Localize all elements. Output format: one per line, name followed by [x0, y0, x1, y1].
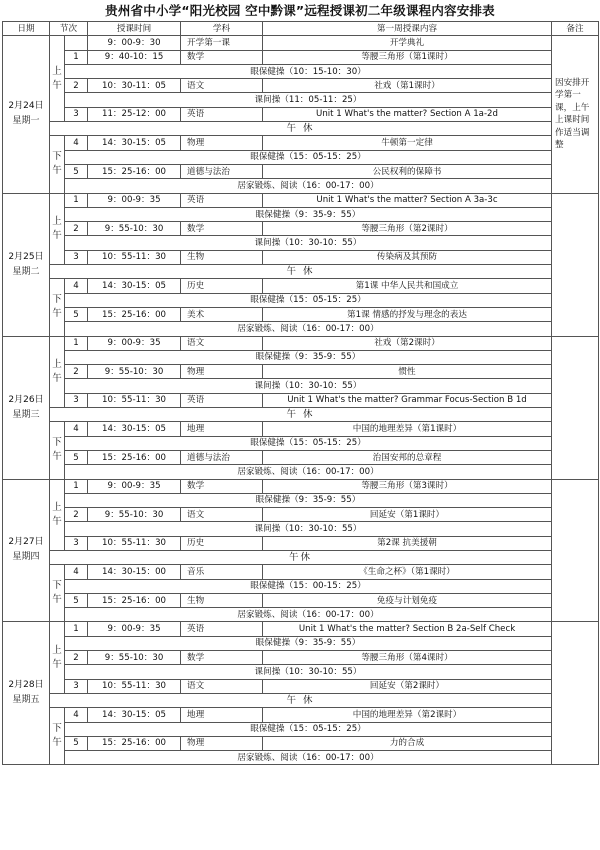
class-row — [3, 336, 599, 350]
break-row — [3, 751, 599, 765]
content-cell: 公民权利的保障书 — [263, 164, 552, 178]
period-cell: 5 — [65, 307, 88, 321]
class-row — [3, 222, 599, 236]
subject-cell: 美术 — [181, 307, 263, 321]
day-label: 2月24日星期一 — [3, 36, 50, 193]
break-cell: 眼保健操（9：35-9：55） — [65, 207, 552, 221]
day-label: 2月26日星期三 — [3, 336, 50, 479]
time-cell: 10：55-11：30 — [88, 679, 181, 693]
period-cell — [65, 36, 88, 50]
time-cell: 9：55-10：30 — [88, 651, 181, 665]
class-row — [3, 307, 599, 321]
break-row — [3, 150, 599, 164]
afternoon-label: 下午 — [50, 565, 65, 622]
class-row — [3, 136, 599, 150]
subject-cell: 数学 — [181, 651, 263, 665]
break-row — [3, 636, 599, 650]
time-cell: 11：25-12：00 — [88, 107, 181, 121]
content-cell: 等腰三角形（第3课时） — [263, 479, 552, 493]
period-cell: 4 — [65, 279, 88, 293]
period-cell: 2 — [65, 365, 88, 379]
class-row — [3, 593, 599, 607]
break-cell: 眼保健操（15：05-15：25） — [65, 150, 552, 164]
time-cell: 10：30-11：05 — [88, 79, 181, 93]
content-cell: 回延安（第2课时） — [263, 679, 552, 693]
content-cell: Unit 1 What's the matter? Section B 2a-Self Check — [263, 622, 552, 636]
subject-cell: 物理 — [181, 736, 263, 750]
break-row — [3, 350, 599, 364]
class-row — [3, 565, 599, 579]
break-row — [3, 293, 599, 307]
break-cell: 课间操（10：30-10：55） — [65, 522, 552, 536]
header-subject: 学科 — [181, 22, 263, 36]
class-row — [3, 708, 599, 722]
subject-cell: 英语 — [181, 393, 263, 407]
content-cell: 治国安邦的总章程 — [263, 450, 552, 464]
morning-label: 上午 — [50, 336, 65, 407]
class-row — [3, 36, 599, 50]
header-time: 授课时间 — [88, 22, 181, 36]
time-cell: 9：40-10：15 — [88, 50, 181, 64]
break-row — [3, 179, 599, 193]
break-row — [3, 579, 599, 593]
afternoon-label: 下午 — [50, 422, 65, 479]
class-row — [3, 50, 599, 64]
content-cell: 力的合成 — [263, 736, 552, 750]
subject-cell: 语文 — [181, 336, 263, 350]
period-cell: 3 — [65, 393, 88, 407]
schedule-table — [2, 21, 599, 765]
subject-cell: 音乐 — [181, 565, 263, 579]
period-cell: 2 — [65, 79, 88, 93]
class-row — [3, 107, 599, 121]
break-cell: 眼保健操（9：35-9：55） — [65, 636, 552, 650]
subject-cell: 数学 — [181, 479, 263, 493]
break-cell: 居家锻炼、阅读（16：00-17：00） — [65, 751, 552, 765]
noon-row — [3, 408, 599, 422]
class-row — [3, 736, 599, 750]
time-cell: 9：55-10：30 — [88, 365, 181, 379]
content-cell: 第2课 抗美援朝 — [263, 536, 552, 550]
subject-cell: 数学 — [181, 50, 263, 64]
break-row — [3, 465, 599, 479]
break-cell: 课间操（11：05-11：25） — [65, 93, 552, 107]
time-cell: 10：55-11：30 — [88, 536, 181, 550]
break-row — [3, 608, 599, 622]
time-cell: 15：25-16：00 — [88, 450, 181, 464]
period-cell: 1 — [65, 479, 88, 493]
time-cell: 14：30-15：00 — [88, 565, 181, 579]
content-cell: 中国的地理差异（第1课时） — [263, 422, 552, 436]
time-cell: 9：00-9：30 — [88, 36, 181, 50]
class-row — [3, 622, 599, 636]
class-row — [3, 450, 599, 464]
class-row — [3, 365, 599, 379]
break-row — [3, 236, 599, 250]
subject-cell: 地理 — [181, 708, 263, 722]
period-cell: 3 — [65, 679, 88, 693]
period-cell: 1 — [65, 622, 88, 636]
note-cell — [552, 622, 599, 765]
subject-cell: 物理 — [181, 365, 263, 379]
period-cell: 1 — [65, 50, 88, 64]
note-cell — [552, 336, 599, 479]
subject-cell: 生物 — [181, 250, 263, 264]
time-cell: 9：00-9：35 — [88, 479, 181, 493]
content-cell: 免疫与计划免疫 — [263, 593, 552, 607]
period-cell: 1 — [65, 336, 88, 350]
header-content: 第一周授课内容 — [263, 22, 552, 36]
schedule-body — [3, 22, 599, 765]
class-row — [3, 79, 599, 93]
content-cell: 传染病及其预防 — [263, 250, 552, 264]
content-cell: 等腰三角形（第4课时） — [263, 651, 552, 665]
time-cell: 14：30-15：05 — [88, 279, 181, 293]
note-cell: 因安排开学第一课，上午上课时间作适当调整 — [552, 36, 599, 193]
content-cell: 惯性 — [263, 365, 552, 379]
break-cell: 居家锻炼、阅读（16：00-17：00） — [65, 465, 552, 479]
subject-cell: 英语 — [181, 107, 263, 121]
break-row — [3, 93, 599, 107]
subject-cell: 历史 — [181, 536, 263, 550]
subject-cell: 地理 — [181, 422, 263, 436]
content-cell: 第1课 情感的抒发与理念的表达 — [263, 307, 552, 321]
time-cell: 15：25-16：00 — [88, 736, 181, 750]
noon-break: 午 休 — [50, 265, 552, 279]
content-cell: 等腰三角形（第1课时） — [263, 50, 552, 64]
class-row — [3, 536, 599, 550]
period-cell: 3 — [65, 536, 88, 550]
time-cell: 9：00-9：35 — [88, 336, 181, 350]
period-cell: 4 — [65, 565, 88, 579]
content-cell: Unit 1 What's the matter? Section A 3a-3c — [263, 193, 552, 207]
subject-cell: 英语 — [181, 622, 263, 636]
break-row — [3, 493, 599, 507]
day-label: 2月25日星期二 — [3, 193, 50, 336]
subject-cell: 语文 — [181, 508, 263, 522]
subject-cell: 语文 — [181, 79, 263, 93]
class-row — [3, 393, 599, 407]
class-row — [3, 250, 599, 264]
break-cell: 眼保健操（10：15-10：30） — [65, 64, 552, 78]
subject-cell: 数学 — [181, 222, 263, 236]
break-cell: 居家锻炼、阅读（16：00-17：00） — [65, 179, 552, 193]
morning-label: 上午 — [50, 622, 65, 693]
class-row — [3, 279, 599, 293]
content-cell: 等腰三角形（第2课时） — [263, 222, 552, 236]
break-cell: 课间操（10：30-10：55） — [65, 236, 552, 250]
time-cell: 14：30-15：05 — [88, 136, 181, 150]
class-row — [3, 193, 599, 207]
class-row — [3, 651, 599, 665]
time-cell: 14：30-15：05 — [88, 422, 181, 436]
time-cell: 15：25-16：00 — [88, 593, 181, 607]
subject-cell: 开学第一课 — [181, 36, 263, 50]
subject-cell: 生物 — [181, 593, 263, 607]
break-row — [3, 207, 599, 221]
break-cell: 眼保健操（9：35-9：55） — [65, 350, 552, 364]
period-cell: 5 — [65, 593, 88, 607]
break-cell: 眼保健操（15：05-15：25） — [65, 293, 552, 307]
noon-row — [3, 265, 599, 279]
period-cell: 2 — [65, 651, 88, 665]
period-cell: 3 — [65, 250, 88, 264]
content-cell: 社戏（第2课时） — [263, 336, 552, 350]
header-period: 节次 — [50, 22, 88, 36]
break-cell: 眼保健操（9：35-9：55） — [65, 493, 552, 507]
break-row — [3, 436, 599, 450]
content-cell: Unit 1 What's the matter? Section A 1a-2d — [263, 107, 552, 121]
class-row — [3, 508, 599, 522]
period-cell: 5 — [65, 450, 88, 464]
class-row — [3, 679, 599, 693]
break-cell: 眼保健操（15：00-15：25） — [65, 579, 552, 593]
time-cell: 14：30-15：05 — [88, 708, 181, 722]
day-label: 2月28日星期五 — [3, 622, 50, 765]
time-cell: 15：25-16：00 — [88, 307, 181, 321]
page-title: 贵州省中小学“阳光校园 空中黔课”远程授课初二年级课程内容安排表 — [105, 3, 495, 18]
break-cell: 课间操（10：30-10：55） — [65, 665, 552, 679]
period-cell: 3 — [65, 107, 88, 121]
class-row — [3, 479, 599, 493]
noon-break: 午 休 — [50, 408, 552, 422]
noon-break: 午 休 — [50, 122, 552, 136]
note-cell — [552, 193, 599, 336]
subject-cell: 道德与法治 — [181, 164, 263, 178]
content-cell: 第1课 中华人民共和国成立 — [263, 279, 552, 293]
subject-cell: 语文 — [181, 679, 263, 693]
header-row — [3, 22, 599, 36]
content-cell: 中国的地理差异（第2课时） — [263, 708, 552, 722]
time-cell: 9：55-10：30 — [88, 508, 181, 522]
break-cell: 眼保健操（15：05-15：25） — [65, 436, 552, 450]
time-cell: 15：25-16：00 — [88, 164, 181, 178]
period-cell: 1 — [65, 193, 88, 207]
break-cell: 眼保健操（15：05-15：25） — [65, 722, 552, 736]
time-cell: 10：55-11：30 — [88, 250, 181, 264]
class-row — [3, 164, 599, 178]
break-row — [3, 522, 599, 536]
period-cell: 5 — [65, 164, 88, 178]
period-cell: 5 — [65, 736, 88, 750]
content-cell: 牛顿第一定律 — [263, 136, 552, 150]
content-cell: 《生命之杯》（第1课时） — [263, 565, 552, 579]
time-cell: 9：00-9：35 — [88, 622, 181, 636]
afternoon-label: 下午 — [50, 136, 65, 193]
noon-row — [3, 122, 599, 136]
noon-row — [3, 550, 599, 564]
content-cell: 回延安（第1课时） — [263, 508, 552, 522]
break-row — [3, 379, 599, 393]
period-cell: 4 — [65, 422, 88, 436]
content-cell: 开学典礼 — [263, 36, 552, 50]
note-cell — [552, 479, 599, 622]
period-cell: 4 — [65, 136, 88, 150]
time-cell: 9：00-9：35 — [88, 193, 181, 207]
period-cell: 2 — [65, 222, 88, 236]
noon-row — [3, 693, 599, 707]
subject-cell: 道德与法治 — [181, 450, 263, 464]
class-row — [3, 422, 599, 436]
break-row — [3, 722, 599, 736]
period-cell: 4 — [65, 708, 88, 722]
day-label: 2月27日星期四 — [3, 479, 50, 622]
break-row — [3, 64, 599, 78]
break-row — [3, 665, 599, 679]
content-cell: Unit 1 What's the matter? Grammar Focus-Section B 1d — [263, 393, 552, 407]
subject-cell: 英语 — [181, 193, 263, 207]
time-cell: 9：55-10：30 — [88, 222, 181, 236]
noon-break: 午休 — [50, 550, 552, 564]
afternoon-label: 下午 — [50, 708, 65, 765]
break-cell: 课间操（10：30-10：55） — [65, 379, 552, 393]
afternoon-label: 下午 — [50, 279, 65, 336]
noon-break: 午 休 — [50, 693, 552, 707]
time-cell: 10：55-11：30 — [88, 393, 181, 407]
break-cell: 居家锻炼、阅读（16：00-17：00） — [65, 322, 552, 336]
subject-cell: 历史 — [181, 279, 263, 293]
morning-label: 上午 — [50, 36, 65, 122]
morning-label: 上午 — [50, 479, 65, 550]
subject-cell: 物理 — [181, 136, 263, 150]
content-cell: 社戏（第1课时） — [263, 79, 552, 93]
break-row — [3, 322, 599, 336]
period-cell: 2 — [65, 508, 88, 522]
header-note: 备注 — [552, 22, 599, 36]
morning-label: 上午 — [50, 193, 65, 264]
header-date: 日期 — [3, 22, 50, 36]
break-cell: 居家锻炼、阅读（16：00-17：00） — [65, 608, 552, 622]
